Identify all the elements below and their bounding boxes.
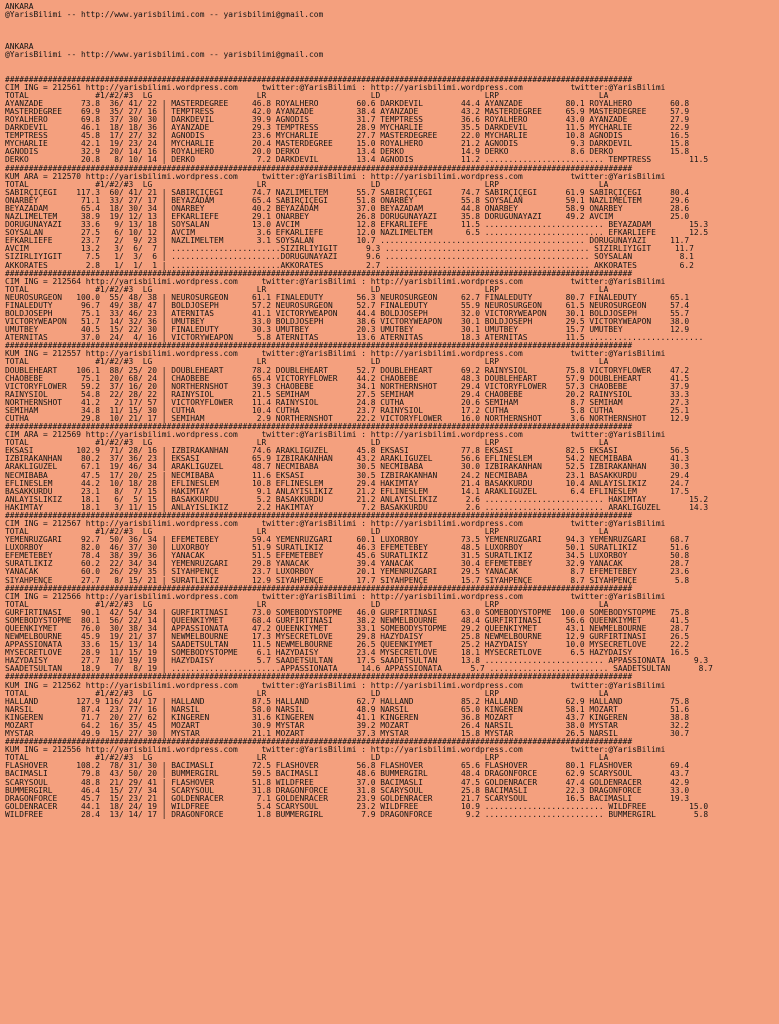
race-row: BEYAZADAM 65.4 18/ 30/ 34 | ONARBEY 40.2 BEYAZADAM 37.0 BEYAZADAM 44.8 ONARBEY 58.9 ONARBEY 28.6 [5, 204, 690, 213]
race-title: KUM ING = 212562 http://yarisbilimi.wordpress.com twitter:@YarisBilimi : http://yarisbilimi.wordpress.com twitter:@YarisBilimi [5, 681, 666, 690]
separator-line: #################################################################################################################################### [5, 738, 633, 747]
header-line: ANKARA [5, 43, 34, 52]
header-line [5, 27, 779, 35]
race-block [5, 520, 779, 593]
race-row: APPASSIONATA 33.6 15/ 13/ 14 | SAADETSULTAN 11.5 NEWMELBOURNE 26.5 QUEENKIYMET 25.2 HAZYDAISY 10.0 MYSECRETLOVE 22.2 [5, 641, 690, 650]
race-column-headers: TOTAL #1/#2/#3 LG LR LD LRP LA [5, 754, 609, 763]
separator-line: #################################################################################################################################### [5, 342, 633, 351]
race-row: GÜRFIRTINASI 90.1 42/ 54/ 34 | GÜRFIRTINASI 73.0 SOMEBODYSTOPME 46.0 GÜRFIRTINASI 63.0 SOMEBODYSTOPME 100.0 SOMEBODYSTOPME 75.8 [5, 608, 690, 617]
race-row: NEUROSURGEON 100.0 55/ 48/ 38 | NEUROSURGEON 61.1 FINALEDUTY 56.3 NEUROSURGEON 62.7 FINALEDUTY 80.7 FINALEDUTY 65.1 [5, 293, 690, 302]
race-row: SIZIRLIYIGIT 7.5 1/ 3/ 6 | .......................DORUGUNAYAZI 9.6 ........................................... SOYSALAN 8.1 [5, 253, 694, 262]
race-block [5, 746, 779, 819]
race-row: SAADETSULTAN 18.9 7/ 8/ 19 | .......................APPASSIONATA 14.6 APPASSIONATA 5.7 ......................... SAADETSULTAN 8.7 [5, 665, 713, 674]
header-line: @YarisBilimi -- http://www.yarisbilimi.com -- yarisbilimi@gmail.com [5, 51, 324, 60]
race-row: FLASHOVER 108.2 78/ 31/ 30 | BACIMASLI 72.5 FLASHOVER 56.8 FLASHOVER 65.6 FLASHOVER 80.1 FLASHOVER 69.4 [5, 762, 690, 771]
race-block [5, 350, 779, 431]
race-row: GOLDENRACER 44.1 18/ 24/ 19 | WILDFREE 5.4 SCARYSOUL 23.2 WILDFREE 10.9 ......................... WILDFREE 15.0 [5, 802, 709, 811]
race-column-headers: TOTAL #1/#2/#3 LG LR LD LRP LA [5, 600, 609, 609]
separator-line: #################################################################################################################################### [5, 511, 633, 520]
race-row: BOLDJOSEPH 75.1 33/ 46/ 23 | ATERNITAS 41.1 VICTORYWEAPON 44.4 BOLDJOSEPH 32.0 VICTORYWEAPON 30.1 BOLDJOSEPH 55.7 [5, 309, 690, 318]
race-row: BUMMERGIRL 46.4 15/ 27/ 34 | SCARYSOUL 31.8 DRAGONFORCE 31.8 SCARYSOUL 25.8 BACIMASLI 22.3 DRAGONFORCE 33.0 [5, 786, 690, 795]
race-row: SOMEBODYSTOPME 80.1 56/ 22/ 14 | QUEENKIYMET 68.4 GÜRFIRTINASI 38.2 NEWMELBOURNE 48.4 GÜRFIRTINASI 56.6 QUEENKIYMET 41.5 [5, 616, 690, 625]
header-line [5, 35, 779, 43]
race-column-headers: TOTAL #1/#2/#3 LG LR LD LRP LA [5, 689, 609, 698]
race-row: UMUTBEY 40.5 15/ 22/ 30 | FINALEDUTY 30.3 UMUTBEY 20.3 UMUTBEY 30.1 UMUTBEY 15.7 UMUTBEY 12.9 [5, 326, 690, 335]
race-row: MASTERDEGREE 69.9 35/ 27/ 16 | TEMPTRESS 42.0 AYANZADE 38.4 AYANZADE 43.2 MASTERDEGREE 65.9 MASTERDEGREE 57.9 [5, 108, 690, 117]
document-header [5, 3, 779, 84]
race-row: EKSASI 102.9 71/ 28/ 16 | IZBIRAKANHAN 74.6 ARAKLIGÜZEL 45.8 EKSASI 77.8 EKSASI 82.5 EKSASI 56.5 [5, 447, 690, 456]
header-line: ANKARA [5, 3, 34, 11]
separator-line: #################################################################################################################################### [5, 423, 633, 432]
race-row: MOZART 64.2 16/ 35/ 45 | MOZART 30.9 MYSTAR 39.2 MOZART 26.4 NARSIL 38.0 MYSTAR 32.2 [5, 721, 690, 730]
race-title: KUM ING = 212557 http://yarisbilimi.wordpress.com twitter:@YarisBilimi : http://yarisbilimi.wordpress.com twitter:@YarisBilimi [5, 350, 666, 359]
race-title: KUM ARA = 212570 http://yarisbilimi.wordpress.com twitter:@YarisBilimi : http://yarisbilimi.wordpress.com twitter:@YarisBilimi [5, 172, 666, 181]
race-block [5, 431, 779, 520]
race-row: DERKO 20.8 8/ 10/ 14 | DERKO 7.2 DARKDEVIL 13.4 AGNODIS 11.2 ......................... TEMPTRESS 11.5 [5, 156, 709, 165]
race-row: DARKDEVIL 46.1 18/ 18/ 36 | AYANZADE 29.3 TEMPTRESS 28.9 MYCHARLIE 35.5 DARKDEVIL 11.5 MYCHARLIE 22.9 [5, 124, 690, 133]
race-row: QUEENKIYMET 76.0 30/ 38/ 34 | APPASSIONATA 47.2 QUEENKIYMET 33.1 SOMEBODYSTOPME 29.2 QUEENKIYMET 43.1 NEWMELBOURNE 28.7 [5, 625, 690, 634]
header-line: #################################################################################################################################### [5, 75, 633, 84]
race-row: NAZLIMELTEM 38.9 19/ 12/ 13 | EFKARLIEFE 29.1 ONARBEY 26.8 DORUGUNAYAZI 35.8 DORUGUNAYAZI 49.2 AVCIM 25.0 [5, 213, 690, 222]
race-title: CIM ING = 212561 http://yarisbilimi.wordpress.com twitter:@YarisBilimi : http://yarisbilimi.wordpress.com twitter:@YarisBilimi [5, 83, 666, 92]
race-row: NECMIBABA 47.5 17/ 20/ 25 | NECMIBABA 11.6 EKSASI 30.5 IZBIRAKANHAN 24.2 NECMIBABA 23.1 BASAKKURDU 29.4 [5, 471, 690, 480]
race-row: ANLAYISLIKIZ 18.1 6/ 5/ 15 | BASAKKURDU 5.2 BASAKKURDU 21.2 ANLAYISLIKIZ 2.6 ......................... HAKIMTAY 15.2 [5, 495, 709, 504]
race-block [5, 173, 779, 278]
race-row: SCARYSOUL 48.8 21/ 29/ 41 | FLASHOVER 51.8 WILDFREE 37.0 BACIMASLI 47.5 GOLDENRACER 47.4 GOLDENRACER 42.9 [5, 778, 690, 787]
race-row: TEMPTRESS 45.8 17/ 27/ 32 | AGNODIS 23.6 MYCHARLIE 27.7 MASTERDEGREE 22.0 MYCHARLIE 10.8 AGNODIS 16.5 [5, 132, 690, 141]
race-row: BASAKKURDU 23.1 8/ 7/ 15 | HAKIMTAY 9.1 ANLAYISLIKIZ 21.2 EFLINESLEM 14.1 ARAKLIGÜZEL 6.4 EFLINESLEM 17.5 [5, 487, 690, 496]
race-row: WILDFREE 28.4 13/ 14/ 17 | DRAGONFORCE 1.8 BUMMERGIRL 7.9 DRAGONFORCE 9.2 ......................... BUMMERGIRL 5.8 [5, 810, 709, 819]
race-row: VICTORYFLOWER 59.2 37/ 16/ 20 | NORTHERNSHOT 39.3 CHAOBEBE 34.1 NORTHERNSHOT 29.4 VICTORYFLOWER 57.3 CHAOBEBE 37.9 [5, 382, 690, 391]
race-block [5, 682, 779, 747]
separator-line: #################################################################################################################################### [5, 673, 633, 682]
race-row: ATERNITAS 37.0 24/ 4/ 16 | VICTORYWEAPON 5.8 ATERNITAS 13.6 ATERNITAS 18.3 ATERNITAS 11.5 ........................ [5, 334, 704, 343]
race-row: CUTHA 29.8 10/ 21/ 17 | SEMIHAM 2.9 NORTHERNSHOT 22.2 VICTORYFLOWER 16.0 NORTHERNSHOT 3.6 NORTHERNSHOT 12.9 [5, 414, 690, 423]
separator-line: #################################################################################################################################### [5, 584, 633, 593]
race-row: LUXORBOY 82.0 46/ 37/ 30 | LUXORBOY 51.9 SÜRATLIKIZ 46.3 EFEMETEBEY 48.5 LUXORBOY 50.1 SÜRATLIKIZ 51.6 [5, 544, 690, 553]
race-column-headers: TOTAL #1/#2/#3 LG LR LD LRP LA [5, 285, 609, 294]
race-row: MYCHARLIE 42.1 19/ 23/ 24 | MYCHARLIE 20.4 MASTERDEGREE 15.0 ROYALHERO 21.2 AGNODIS 9.3 DARKDEVIL 15.8 [5, 140, 690, 149]
race-row: IZBIRAKANHAN 80.2 37/ 36/ 23 | EKSASI 65.9 IZBIRAKANHAN 43.2 ARAKLIGÜZEL 56.6 EFLINESLEM 54.2 NECMIBABA 41.3 [5, 455, 690, 464]
race-title: CIM ING = 212567 http://yarisbilimi.wordpress.com twitter:@YarisBilimi : http://yarisbilimi.wordpress.com twitter:@YarisBilimi [5, 520, 666, 528]
race-row: HAKIMTAY 18.1 3/ 11/ 15 | ANLAYISLIKIZ 2.2 HAKIMTAY 7.2 BASAKKURDU 2.6 ......................... ARAKLIGÜZEL 14.3 [5, 503, 709, 512]
race-row: SÜRATLIKIZ 60.2 22/ 34/ 34 | YEMENRÜZGARI 29.8 YANACAK 39.4 YANACAK 30.4 EFEMETEBEY 32.9 YANACAK 28.7 [5, 560, 690, 569]
race-column-headers: TOTAL #1/#2/#3 LG LR LD LRP LA [5, 528, 609, 537]
race-row: NORTHERNSHOT 41.2 2/ 17/ 57 | VICTORYFLOWER 11.4 RAINYSIOL 24.8 CUTHA 20.6 SEMIHAM 8.7 SEMIHAM 27.3 [5, 398, 690, 407]
race-column-headers: TOTAL #1/#2/#3 LG LR LD LRP LA [5, 180, 609, 189]
race-row: NARSIL 87.4 23/ 77/ 16 | NARSIL 58.0 NARSIL 48.9 NARSIL 65.0 KINGEREN 58.1 MOZART 51.6 [5, 705, 690, 714]
header-line [5, 68, 779, 76]
separator-line: #################################################################################################################################### [5, 164, 633, 173]
race-row: VICTORYWEAPON 51.7 14/ 32/ 36 | UMUTBEY 33.0 BOLDJOSEPH 38.6 VICTORYWEAPON 30.1 BOLDJOSEPH 29.5 VICTORYWEAPON 38.0 [5, 318, 690, 327]
header-line [5, 60, 779, 68]
race-row: YEMENRÜZGARI 92.7 50/ 36/ 34 | EFEMETEBEY 59.4 YEMENRÜZGARI 60.1 LUXORBOY 73.5 YEMENRÜZGARI 94.3 YEMENRÜZGARI 68.7 [5, 536, 690, 545]
race-row: HALLAND 127.9 116/ 24/ 17 | HALLAND 87.5 HALLAND 62.7 HALLAND 85.2 HALLAND 62.9 HALLAND 75.8 [5, 697, 690, 706]
header-line [5, 19, 779, 27]
header-line: @YarisBilimi -- http://www.yarisbilimi.com -- yarisbilimi@gmail.com [5, 11, 324, 20]
race-column-headers: TOTAL #1/#2/#3 LG LR LD LRP LA [5, 439, 609, 448]
race-column-headers: TOTAL #1/#2/#3 LG LR LD LRP LA [5, 91, 609, 100]
race-title: CIM ARA = 212569 http://yarisbilimi.wordpress.com twitter:@YarisBilimi : http://yarisbilimi.wordpress.com twitter:@YarisBilimi [5, 431, 666, 440]
race-row: SOYSALAN 27.5 6/ 10/ 12 | AVCIM 3.6 EFKARLIEFE 12.0 NAZLIMELTEM 6.5 ......................... EFKARLIEFE 12.5 [5, 229, 709, 238]
race-row: YANACAK 60.0 26/ 29/ 35 | SIYAHPENÇE 23.7 LUXORBOY 20.1 YEMENRÜZGARI 29.5 YANACAK 8.7 EFEMETEBEY 23.6 [5, 568, 690, 577]
race-row: EFEMETEBEY 78.4 38/ 39/ 36 | YANACAK 51.5 EFEMETEBEY 45.6 SÜRATLIKIZ 31.5 SÜRATLIKIZ 34.5 LUXORBOY 50.8 [5, 552, 690, 561]
race-row: ONARBEY 71.1 33/ 27/ 17 | BEYAZADAM 65.4 SABIRÇİÇEGI 51.8 ONARBEY 55.8 SOYSALAN 59.1 NAZLIMELTEM 29.6 [5, 196, 690, 205]
race-row: DORUGUNAYAZI 33.6 9/ 13/ 18 | SOYSALAN 13.0 AVCIM 12.8 EFKARLIEFE 11.5 ......................... BEYAZADAM 15.3 [5, 221, 709, 230]
race-title: CIM ING = 212566 http://yarisbilimi.wordpress.com twitter:@YarisBilimi : http://yarisbilimi.wordpress.com twitter:@YarisBilimi [5, 592, 666, 601]
race-row: BACIMASLI 79.8 43/ 50/ 20 | BUMMERGIRL 59.5 BACIMASLI 48.6 BUMMERGIRL 48.4 DRAGONFORCE 62.9 SCARYSOUL 43.7 [5, 770, 690, 779]
race-block [5, 593, 779, 682]
race-title: KUM ING = 212556 http://yarisbilimi.wordpress.com twitter:@YarisBilimi : http://yarisbilimi.wordpress.com twitter:@YarisBilimi [5, 746, 666, 755]
race-row: MYSECRETLOVE 28.9 11/ 15/ 19 | SOMEBODYSTOPME 6.1 HAZYDAISY 23.4 MYSECRETLOVE 18.1 MYSECRETLOVE 6.5 HAZYDAISY 16.5 [5, 649, 690, 658]
race-row: EFKARLIEFE 23.7 2/ 9/ 23 | NAZLIMELTEM 3.1 SOYSALAN 10.7 ........................................... DORUGUNAYAZI 11.7 [5, 237, 690, 246]
race-row: NEWMELBOURNE 45.9 19/ 21/ 37 | NEWMELBOURNE 17.3 MYSECRETLOVE 29.8 HAZYDAISY 25.8 NEWMELBOURNE 12.9 GÜRFIRTINASI 26.5 [5, 633, 690, 642]
race-row: FINALEDUTY 96.7 49/ 38/ 47 | BOLDJOSEPH 57.2 NEUROSURGEON 52.7 FINALEDUTY 55.9 NEUROSURGEON 61.5 NEUROSURGEON 57.4 [5, 301, 690, 310]
race-row: ARAKLIGÜZEL 67.1 19/ 46/ 34 | ARAKLIGÜZEL 48.7 NECMIBABA 30.5 NECMIBABA 30.0 IZBIRAKANHAN 52.5 IZBIRAKANHAN 30.3 [5, 463, 690, 472]
race-row: CHAOBEBE 75.1 20/ 68/ 24 | CHAOBEBE 65.4 VICTORYFLOWER 44.2 CHAOBEBE 48.3 DOUBLEHEART 57.9 DOUBLEHEART 41.5 [5, 374, 690, 383]
race-block [5, 278, 779, 351]
race-row: DRAGONFORCE 45.7 15/ 23/ 21 | GOLDENRACER 7.1 GOLDENRACER 23.9 GOLDENRACER 21.7 SCARYSOUL 16.5 BACIMASLI 19.3 [5, 794, 690, 803]
race-row: SIYAHPENÇE 27.7 8/ 15/ 21 | SÜRATLIKIZ 12.9 SIYAHPENÇE 17.7 SIYAHPENÇE 15.7 SIYAHPENÇE 8.7 SIYAHPENÇE 5.8 [5, 576, 690, 585]
race-row: KINGEREN 71.7 20/ 27/ 62 | KINGEREN 31.6 KINGEREN 41.1 KINGEREN 36.8 MOZART 43.7 KINGEREN 38.8 [5, 713, 690, 722]
race-row: AGNODIS 32.9 20/ 14/ 16 | ROYALHERO 20.0 DERKO 13.4 DERKO 14.9 DERKO 8.6 DERKO 15.8 [5, 148, 690, 157]
race-block [5, 84, 779, 173]
race-row: SABIRÇİÇEGI 117.3 60/ 41/ 21 | SABIRÇİÇEGI 74.7 NAZLIMELTEM 55.7 SABIRÇİÇEGI 74.7 SABIRÇİÇEGI 61.9 SABIRÇİÇEGI 80.4 [5, 188, 690, 197]
race-row: DOUBLEHEART 106.1 88/ 25/ 20 | DOUBLEHEART 78.2 DOUBLEHEART 52.7 DOUBLEHEART 69.2 RAINYSIOL 75.8 VICTORYFLOWER 47.2 [5, 366, 690, 375]
race-row: MYSTAR 49.9 15/ 27/ 30 | MYSTAR 21.1 MOZART 37.3 MYSTAR 15.8 MYSTAR 26.5 NARSIL 30.7 [5, 730, 690, 739]
race-title: CIM ING = 212564 http://yarisbilimi.wordpress.com twitter:@YarisBilimi : http://yarisbilimi.wordpress.com twitter:@YarisBilimi [5, 277, 666, 286]
race-row: AKKORATES 2.8 1/ 1/ 1 | .......................AKKORATES 2.7 ........................................... AKKORATES 6.2 [5, 261, 694, 270]
race-row: RAINYSIOL 54.8 22/ 28/ 22 | RAINYSIOL 21.5 SEMIHAM 27.5 SEMIHAM 29.4 CHAOBEBE 20.2 RAINYSIOL 33.3 [5, 390, 690, 399]
race-row: SEMIHAM 34.8 11/ 15/ 30 | CUTHA 10.4 CUTHA 23.7 RAINYSIOL 17.2 CUTHA 5.8 CUTHA 25.1 [5, 406, 690, 415]
race-row: AYANZADE 73.8 36/ 41/ 22 | MASTERDEGREE 46.8 ROYALHERO 60.6 DARKDEVIL 44.4 AYANZADE 80.1 ROYALHERO 60.8 [5, 99, 690, 108]
race-row: AVCIM 13.2 3/ 6/ 7 | .......................SIZIRLIYIGIT 9.3 ........................................... SIZIRLIYIGIT 11.7 [5, 245, 694, 254]
separator-line: #################################################################################################################################### [5, 269, 633, 278]
race-column-headers: TOTAL #1/#2/#3 LG LR LD LRP LA [5, 358, 609, 367]
race-row: EFLINESLEM 44.2 10/ 18/ 28 | EFLINESLEM 10.8 EFLINESLEM 29.4 HAKIMTAY 21.4 BASAKKURDU 10.4 ANLAYISLIKIZ 24.7 [5, 479, 690, 488]
race-row: ROYALHERO 69.8 37/ 30/ 30 | DARKDEVIL 39.9 AGNODIS 31.7 TEMPTRESS 36.6 ROYALHERO 43.0 AYANZADE 27.9 [5, 116, 690, 125]
race-row: HAZYDAISY 27.7 10/ 19/ 19 | HAZYDAISY 5.7 SAADETSULTAN 17.5 SAADETSULTAN 13.8 ......................... APPASSIONATA 9.3 [5, 657, 709, 666]
